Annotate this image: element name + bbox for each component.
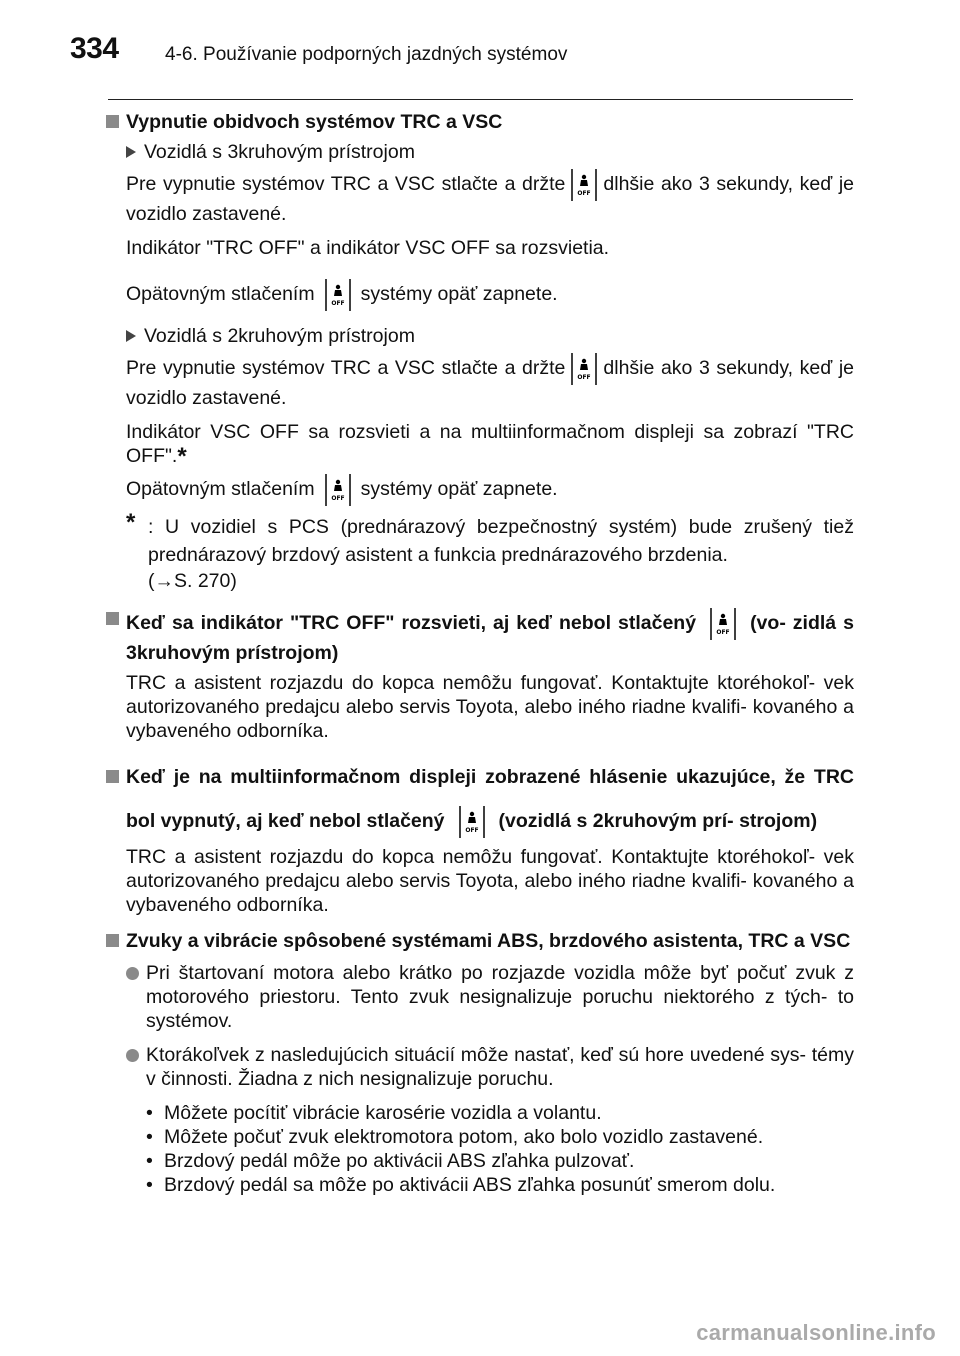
vsc-off-button-icon: [710, 607, 736, 641]
section-title: Keď je na multiinformačnom displeji zobrazené hlásenie ukazujúce, že TRC bol vypnutý, aj keď nebol stlačený: [126, 766, 854, 832]
square-bullet-icon: [106, 115, 119, 128]
paragraph: [126, 352, 854, 410]
footnote-ref: (→S. 270): [148, 570, 237, 592]
vsc-off-button-icon: [571, 168, 597, 202]
section-title: (vo- zidlá s 3kruhovým prístrojom): [126, 612, 854, 664]
text: Pri štartovaní motora alebo krátko po rozjazde vozidla môže byť počuť zvuk z motorového priestoru. Tento zvuk nesignalizuje poruchu niektorého z tých- to systémov.: [146, 962, 854, 1032]
text: TRC a asistent rozjazdu do kopca nemôžu fungovať. Kontaktujte ktoréhokoľ- vek autorizovaného predajcu alebo servis Toyota, alebo iného riadne kvalifi- kovaného a vybaveného odborníka.: [126, 846, 854, 916]
footnote-star: *: [126, 509, 136, 536]
circle-bullet-icon: [126, 1049, 139, 1062]
vsc-off-button-icon: [571, 352, 597, 386]
sub-heading: [126, 324, 854, 348]
bullet-paragraph: [126, 1043, 854, 1091]
list-item: • Môžete pocítiť vibrácie karosérie vozidla a volantu.: [146, 1101, 854, 1125]
section-title: Vypnutie obidvoch systémov TRC a VSC: [126, 111, 503, 133]
square-bullet-icon: [106, 612, 119, 625]
svg-text:OFF: OFF: [577, 190, 592, 197]
text: Pre vypnutie systémov TRC a VSC stlačte a držte: [126, 357, 566, 380]
footnote: [126, 509, 854, 593]
sub-title: Vozidlá s 2kruhovým prístrojom: [144, 325, 415, 347]
header-rule: [108, 99, 853, 100]
section-heading: [106, 755, 854, 843]
sub-heading: [126, 140, 854, 164]
chapter-title: 4-6. Používanie podporných jazdných systémov: [165, 44, 568, 65]
text: TRC a asistent rozjazdu do kopca nemôžu fungovať. Kontaktujte ktoréhokoľ- vek autorizovaného predajcu alebo servis Toyota, alebo iného riadne kvalifi- kovaného a vybaveného odborníka.: [126, 672, 854, 742]
page-number: 334: [70, 32, 119, 65]
vsc-off-button-icon: [325, 278, 351, 312]
square-bullet-icon: [106, 770, 119, 783]
list-item: • Môžete počuť zvuk elektromotora potom, ako bolo vozidlo zastavené.: [146, 1125, 854, 1149]
triangle-bullet-icon: [126, 146, 136, 158]
text: Ktorákoľvek z nasledujúcich situácií môže nastať, keď sú hore uvedené sys- témy v činnosti. Žiadna z nich nesignalizuje poruchu.: [146, 1044, 854, 1090]
svg-text:OFF: OFF: [330, 300, 345, 307]
text: dlhšie ako 3 sekundy, keď je vozidlo zastavené.: [126, 357, 855, 409]
paragraph: [126, 168, 854, 226]
section-title: Keď sa indikátor "TRC OFF" rozsvieti, aj keď nebol stlačený: [126, 612, 697, 635]
paragraph: [126, 420, 854, 469]
paragraph: [126, 671, 854, 743]
text: Indikátor "TRC OFF" a indikátor VSC OFF sa rozsvietia.: [126, 237, 610, 259]
circle-bullet-icon: [126, 967, 139, 980]
svg-text:OFF: OFF: [716, 629, 730, 636]
paragraph: [126, 278, 854, 312]
footnote-text: : U vozidiel s PCS (prednárazový bezpečnostný systém) bude zrušený tiež prednárazový brzdový asistent a funkcia prednárazového brzdenia.: [148, 516, 854, 566]
list-item: • Brzdový pedál môže po aktivácii ABS zľahka pulzovať.: [146, 1149, 854, 1173]
svg-text:OFF: OFF: [577, 374, 592, 381]
vsc-off-button-icon: [459, 805, 485, 839]
footnote-mark: *: [177, 443, 187, 470]
section-title: (vozidlá s 2kruhovým prí- strojom): [498, 810, 818, 832]
list-item: • Brzdový pedál sa môže po aktivácii ABS zľahka posunúť smerom dolu.: [146, 1173, 854, 1197]
paragraph: [126, 845, 854, 917]
text: systémy opäť zapnete.: [360, 478, 558, 501]
triangle-bullet-icon: [126, 330, 136, 342]
paragraph: [126, 236, 854, 260]
bullet-paragraph: [126, 961, 854, 1033]
sub-title: Vozidlá s 3kruhovým prístrojom: [144, 141, 415, 163]
svg-text:OFF: OFF: [464, 826, 479, 834]
situation-list: [146, 1101, 854, 1197]
vsc-off-button-icon: [325, 473, 351, 507]
text: Indikátor VSC OFF sa rozsvieti a na multiinformačnom displeji sa zobrazí "TRC OFF".: [126, 421, 854, 467]
section-heading: [106, 929, 854, 953]
text: dlhšie ako 3 sekundy, keď je vozidlo zastavené.: [126, 173, 855, 225]
text: Pre vypnutie systémov TRC a VSC stlačte a držte: [126, 173, 566, 196]
svg-text:OFF: OFF: [330, 495, 345, 502]
section-title: Zvuky a vibrácie spôsobené systémami ABS, brzdového asistenta, TRC a VSC: [126, 930, 851, 952]
section-heading: [106, 607, 854, 665]
watermark: carmanualsonline.info: [696, 1320, 936, 1345]
text: Opätovným stlačením: [126, 283, 315, 306]
text: systémy opäť zapnete.: [360, 283, 558, 306]
main-content: [106, 108, 854, 1197]
section-heading: [106, 110, 854, 134]
paragraph: [126, 473, 854, 507]
text: Opätovným stlačením: [126, 478, 315, 501]
square-bullet-icon: [106, 934, 119, 947]
